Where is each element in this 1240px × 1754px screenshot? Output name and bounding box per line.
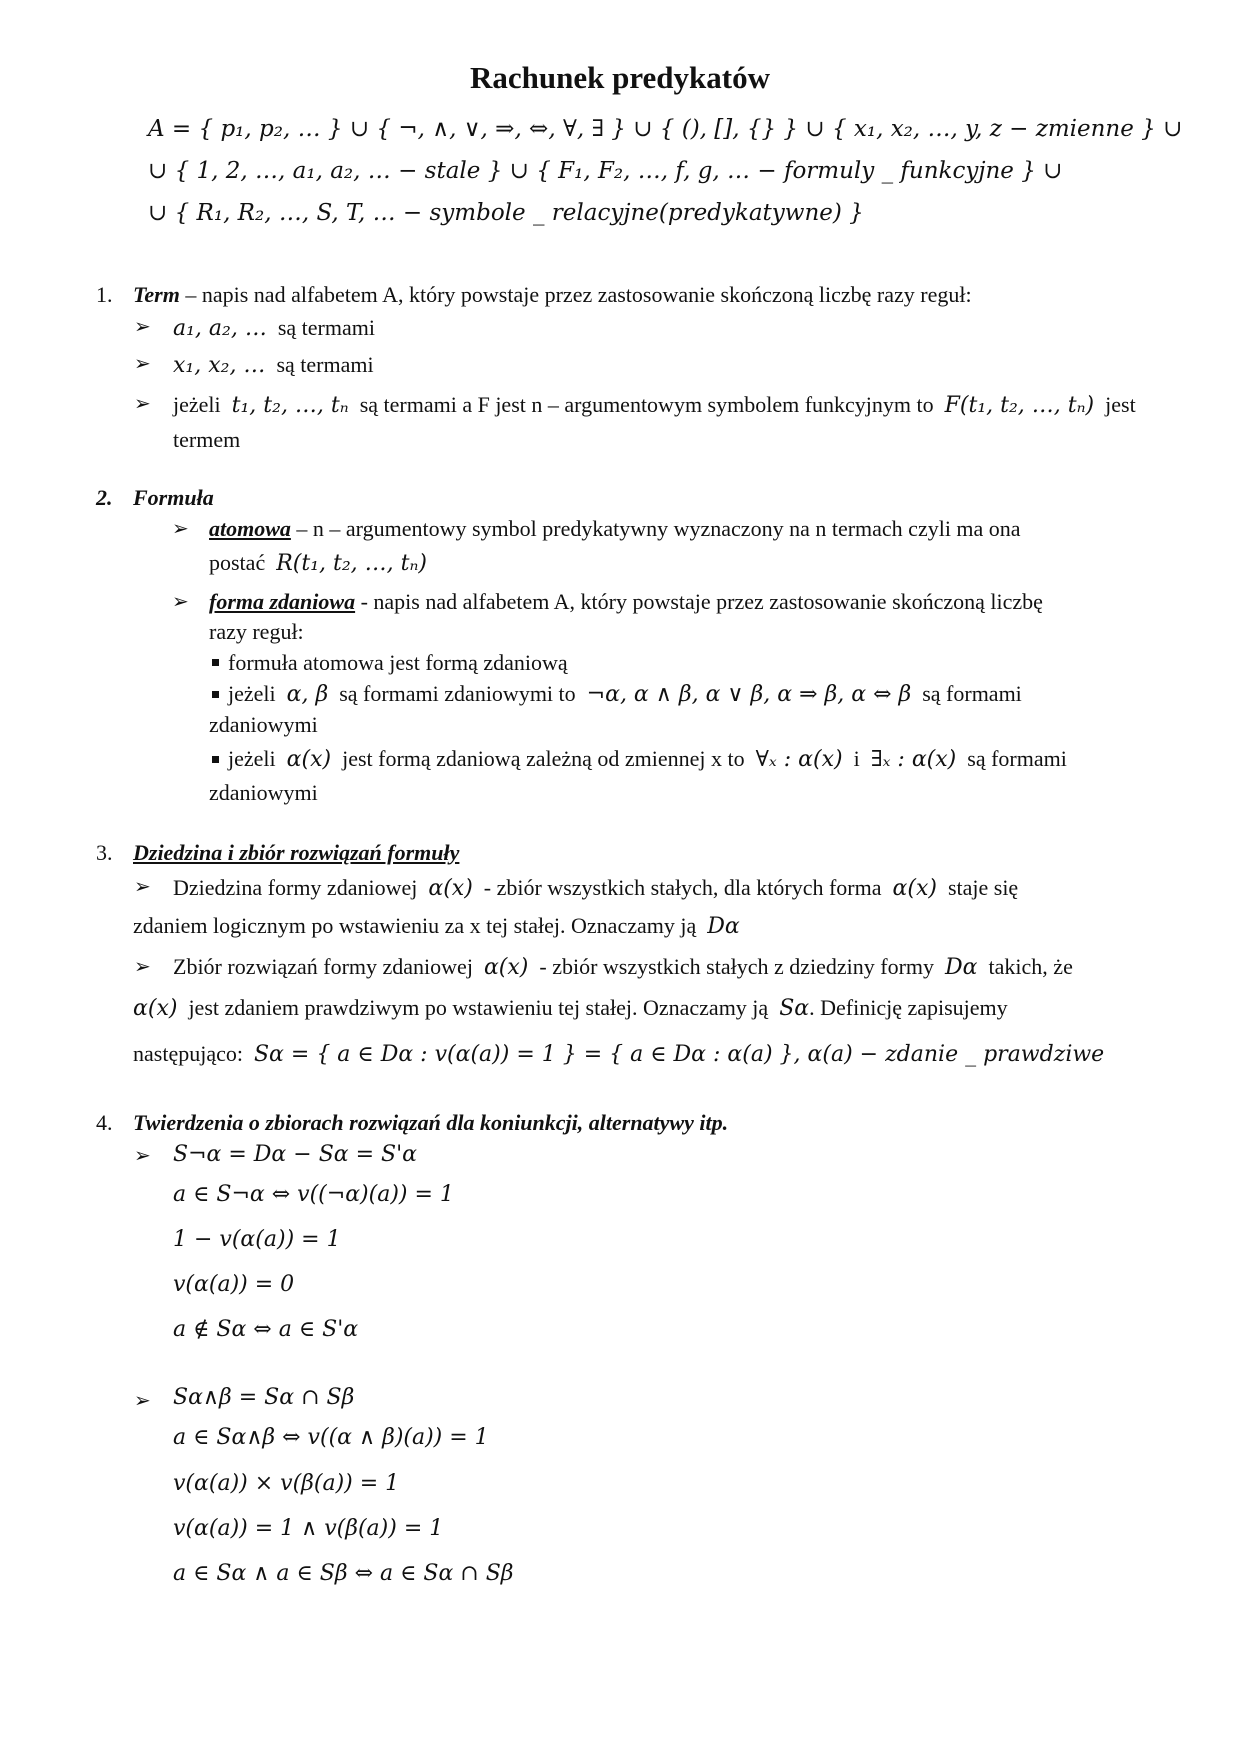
square-bullet-icon xyxy=(212,691,219,698)
rule-quantifiers: jeżeli α(x) jest formą zdaniową zależną od zmiennej x to ∀ₓ : α(x) i ∃ₓ : α(x) są formami xyxy=(228,746,1067,772)
atomic-definition: atomowa – n – argumentowy symbol predykatywny wyznaczony na n termach czyli ma ona xyxy=(209,516,1021,541)
negation-equation-1: S¬α = Dα − Sα = S'α xyxy=(173,1142,418,1167)
solution-set-definition-cont: α(x) jest zdaniem prawdziwym po wstawieniu tej stałej. Oznaczamy ją Sα. Definicję zapisujemy xyxy=(133,995,1008,1021)
alphabet-line-1: A = { p₁, p₂, … } ∪ { ¬, ∧, ∨, ⇒, ⇔, ∀, ∃ } ∪ { (), [], {} } ∪ { x₁, x₂, …, y, z − zmienne } ∪ xyxy=(148,116,1183,142)
rule-quantifiers-math-2: ∀ₓ : α(x) xyxy=(755,747,843,772)
negation-equation-5: a ∉ Sα ⇔ a ∈ S'α xyxy=(173,1317,359,1342)
term-rule-2-text: są termami xyxy=(276,352,374,377)
conjunction-equation-1: Sα∧β = Sα ∩ Sβ xyxy=(173,1385,355,1410)
arrow-bullet-icon: ➢ xyxy=(134,391,151,415)
atomic-definition-cont: postać R(t₁, t₂, …, tₙ) xyxy=(209,550,427,576)
rule-atomic-is-form: formuła atomowa jest formą zdaniową xyxy=(228,650,568,675)
rule-quantifiers-cont: zdaniowymi xyxy=(209,780,318,805)
arrow-bullet-icon: ➢ xyxy=(134,1143,151,1167)
page-title: Rachunek predykatów xyxy=(469,60,770,95)
alphabet-line-3: ∪ { R₁, R₂, …, S, T, … − symbole _ relacyjne(predykatywne) } xyxy=(148,200,864,226)
section-number-3: 3. xyxy=(96,840,113,865)
domain-definition-cont: zdaniem logicznym po wstawieniu za x tej stałej. Oznaczamy ją Dα xyxy=(133,913,740,939)
atomic-form-math: R(t₁, t₂, …, tₙ) xyxy=(276,551,427,576)
sentential-form-definition: forma zdaniowa - napis nad alfabetem A, który powstaje przez zastosowanie skończoną liczbę xyxy=(209,589,1043,614)
arrow-bullet-icon: ➢ xyxy=(134,1388,151,1412)
rule-connectives: jeżeli α, β są formami zdaniowymi to ¬α, α ∧ β, α ∨ β, α ⇒ β, α ⇔ β są formami xyxy=(228,681,1022,707)
domain-symbol: Dα xyxy=(707,914,740,939)
negation-equation-4: v(α(a)) = 0 xyxy=(173,1272,295,1297)
term-rule-1-text: są termami xyxy=(277,315,375,340)
domain-definition: Dziedzina formy zdaniowej α(x) - zbiór wszystkich stałych, dla których forma α(x) staje się xyxy=(173,875,1019,901)
term-rule-1-math: a₁, a₂, … xyxy=(173,316,267,341)
term-heading: Term xyxy=(133,282,180,307)
conjunction-equation-2: a ∈ Sα∧β ⇔ v((α ∧ β)(a)) = 1 xyxy=(173,1425,489,1450)
rule-connectives-math-1: α, β xyxy=(286,682,329,707)
solution-set-formula-line: następująco: Sα = { a ∈ Dα : v(α(a)) = 1 } = { a ∈ Dα : α(a) }, α(a) − zdanie _ prawdziwe xyxy=(133,1041,1105,1067)
atomic-term: atomowa xyxy=(209,516,291,541)
solution-set-definition: Zbiór rozwiązań formy zdaniowej α(x) - zbiór wszystkich stałych z dziedziny formy Dα takich, że xyxy=(173,954,1073,980)
rule-connectives-math-2: ¬α, α ∧ β, α ∨ β, α ⇒ β, α ⇔ β xyxy=(586,682,912,707)
solution-symbol: Sα xyxy=(779,996,810,1021)
negation-equation-3: 1 − v(α(a)) = 1 xyxy=(173,1227,341,1252)
solution-set-formula: Sα = { a ∈ Dα : v(α(a)) = 1 } = { a ∈ Dα : α(a) }, α(a) − zdanie _ prawdziwe xyxy=(253,1042,1105,1067)
rule-quantifiers-math-3: ∃ₓ : α(x) xyxy=(870,747,957,772)
term-definition xyxy=(133,280,972,310)
square-bullet-icon xyxy=(212,756,219,763)
conjunction-equation-5: a ∈ Sα ∧ a ∈ Sβ ⇔ a ∈ Sα ∩ Sβ xyxy=(173,1561,514,1586)
term-rule-3-math-1: t₁, t₂, …, tₙ xyxy=(231,393,349,418)
sentential-form-definition-cont: razy reguł: xyxy=(209,619,304,644)
term-definition-text: – napis nad alfabetem A, który powstaje przez zastosowanie skończoną liczbę razy reguł: xyxy=(179,282,972,307)
theorems-heading: Twierdzenia o zbiorach rozwiązań dla koniunkcji, alternatywy itp. xyxy=(133,1110,729,1135)
term-rule-2-math: x₁, x₂, … xyxy=(173,353,266,378)
arrow-bullet-icon: ➢ xyxy=(172,516,189,540)
term-rule-3: jeżeli t₁, t₂, …, tₙ są termami a F jest n – argumentowym symbolem funkcyjnym to F(t₁, t₂, …, tₙ) jest xyxy=(173,392,1136,418)
section-number-2: 2. xyxy=(96,485,113,510)
arrow-bullet-icon: ➢ xyxy=(134,874,151,898)
domain-heading: Dziedzina i zbiór rozwiązań formuły xyxy=(133,840,460,865)
section-number-1: 1. xyxy=(96,282,113,307)
conjunction-equation-4: v(α(a)) = 1 ∧ v(β(a)) = 1 xyxy=(173,1516,444,1541)
arrow-bullet-icon: ➢ xyxy=(172,589,189,613)
conjunction-equation-3: v(α(a)) × v(β(a)) = 1 xyxy=(173,1471,400,1496)
negation-equation-2: a ∈ S¬α ⇔ v((¬α)(a)) = 1 xyxy=(173,1182,454,1207)
alphabet-line-2: ∪ { 1, 2, …, a₁, a₂, … − stale } ∪ { F₁, F₂, …, f, g, … − formuly _ funkcyjne } ∪ xyxy=(148,158,1063,184)
rule-quantifiers-math-1: α(x) xyxy=(286,747,332,772)
term-rule-3-math-2: F(t₁, t₂, …, tₙ) xyxy=(944,393,1095,418)
arrow-bullet-icon: ➢ xyxy=(134,314,151,338)
section-number-4: 4. xyxy=(96,1110,113,1135)
arrow-bullet-icon: ➢ xyxy=(134,954,151,978)
formula-heading: Formuła xyxy=(133,485,214,510)
arrow-bullet-icon: ➢ xyxy=(134,351,151,375)
term-rule-2 xyxy=(173,350,374,381)
sentential-form-term: forma zdaniowa xyxy=(209,589,356,614)
rule-connectives-cont: zdaniowymi xyxy=(209,712,318,737)
term-rule-3-cont: termem xyxy=(173,427,241,452)
term-rule-1 xyxy=(173,313,375,344)
square-bullet-icon xyxy=(212,659,219,666)
